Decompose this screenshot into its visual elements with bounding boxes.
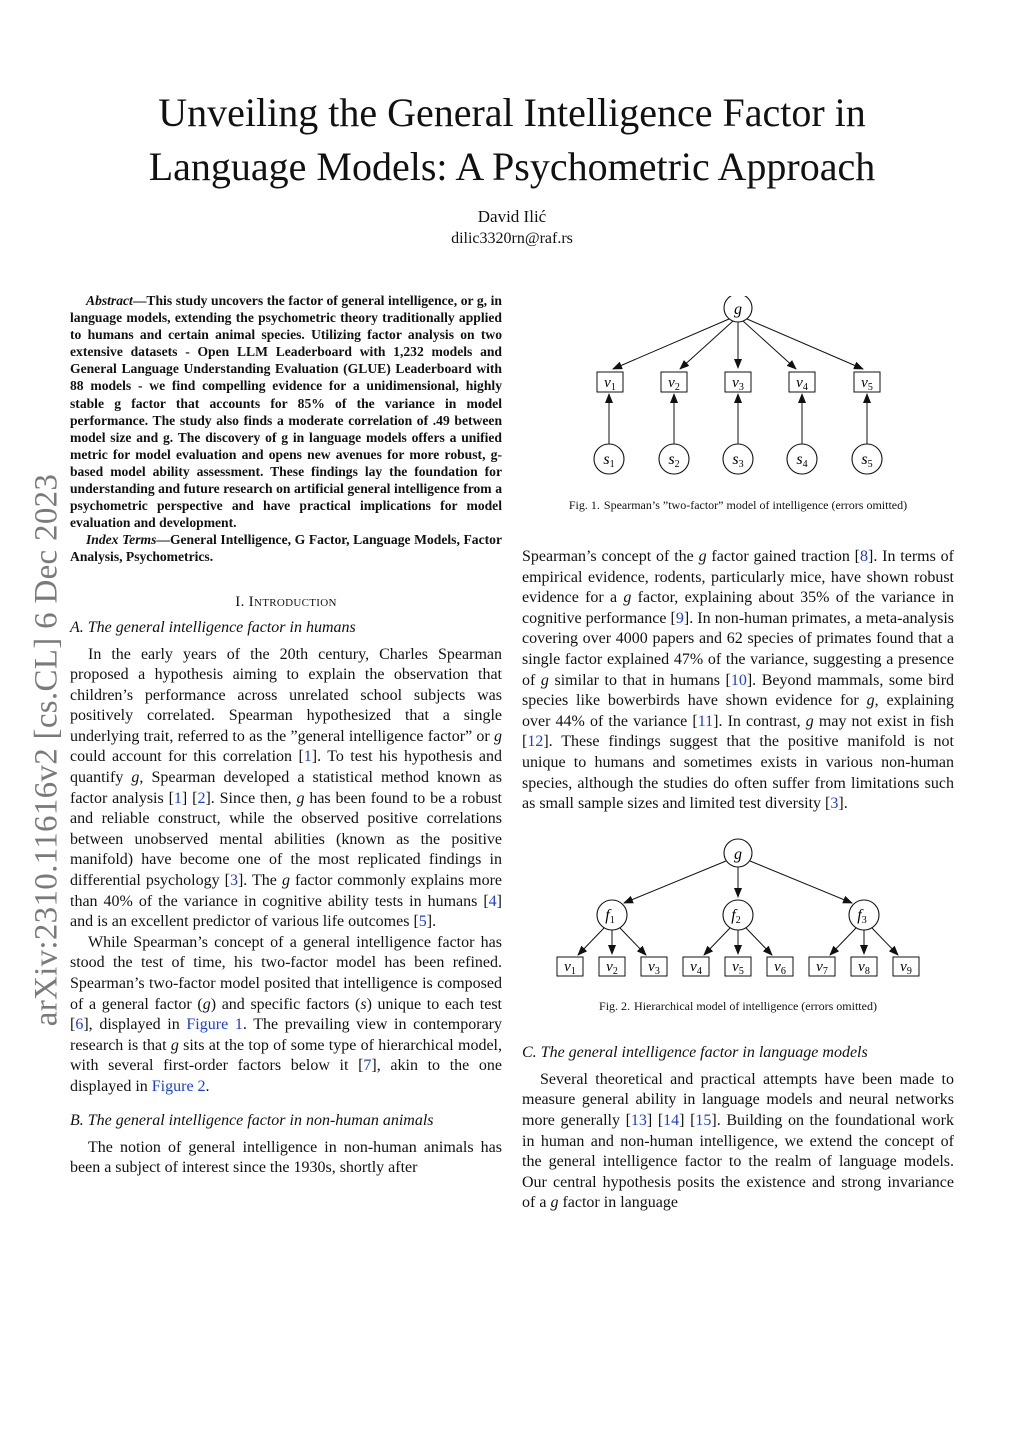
math-g: g xyxy=(296,789,305,807)
paragraph-animals-1: The notion of general intelligence in non-human animals has been a subject of interest since the 1930s, shortly after xyxy=(70,1138,502,1177)
author-email[interactable]: dilic3320rn@raf.rs xyxy=(451,230,573,247)
citation-link[interactable]: 6 xyxy=(75,1016,84,1034)
fig1-v3-letter: v xyxy=(732,375,739,391)
fig1-s1-letter: s xyxy=(603,451,610,468)
fig1-edge-g-v5 xyxy=(747,319,863,369)
text-run: ] [ xyxy=(181,789,198,807)
fig2-v3-node xyxy=(641,957,667,977)
fig1-v2-letter: v xyxy=(668,375,675,391)
fig2-v2-node xyxy=(599,957,625,977)
citation-link[interactable]: 2 xyxy=(197,789,206,807)
text-run: sits at the top of some type of hierarchical model, with several first-order factors below it [ xyxy=(70,1036,503,1075)
fig2-v1-node xyxy=(557,957,583,977)
fig2-v9-letter: v xyxy=(900,958,907,975)
fig2-v4-sub: 4 xyxy=(696,965,702,977)
fig2-v6-sub: 6 xyxy=(780,965,786,977)
fig2-f2-sub: 2 xyxy=(735,914,741,926)
fig1-s5-letter: s xyxy=(861,451,868,468)
figure-1-diagram xyxy=(522,296,954,478)
text-run: ] [ xyxy=(679,1111,696,1129)
fig1-g-label: g xyxy=(734,301,742,318)
figure-2-caption-label: Fig. 2. xyxy=(599,998,631,1013)
citation-link[interactable]: 4 xyxy=(488,892,497,910)
figure-1-caption xyxy=(522,498,954,513)
figure-1 xyxy=(522,296,954,513)
text-run: . xyxy=(205,1077,210,1095)
text-run: factor commonly explains more than 40% of the variance in cognitive ability tests in humans [ xyxy=(70,872,502,910)
math-g: g xyxy=(866,692,875,710)
citation-link[interactable]: 9 xyxy=(675,609,684,627)
text-run: , Spearman developed a statistical method known as factor analysis [ xyxy=(70,769,502,807)
text-run: ]. In non-human primates, a meta-analysis covering over 4000 papers and 62 species of primates found that a single factor explained 47% of the variance, suggesting a presence of xyxy=(522,609,954,689)
citation-link[interactable]: 13 xyxy=(630,1111,647,1129)
math-g: g xyxy=(623,589,632,607)
text-run: ]. xyxy=(838,795,848,813)
fig1-s4-node xyxy=(787,444,817,474)
fig1-v-nodes xyxy=(597,372,880,393)
fig1-v2-sub: 2 xyxy=(674,382,680,393)
citation-link[interactable]: 5 xyxy=(418,913,427,931)
fig2-edge-f3-v9 xyxy=(872,928,898,955)
paper-title xyxy=(60,86,964,194)
math-g: g xyxy=(805,712,814,730)
title-line-1: Unveiling the General Intelligence Factor in xyxy=(158,90,866,135)
citation-link[interactable]: 15 xyxy=(695,1111,712,1129)
fig2-v5-letter: v xyxy=(732,958,739,975)
citation-link[interactable]: 1 xyxy=(173,789,182,807)
fig1-v1-sub: 1 xyxy=(610,382,616,393)
fig2-edge-f2-v6 xyxy=(746,928,772,955)
text-run: , explaining over 44% of the variance [ xyxy=(522,692,954,730)
fig2-f3-sub: 3 xyxy=(861,914,867,926)
fig2-v5-sub: 5 xyxy=(738,965,744,977)
fig1-edge-g-v1 xyxy=(613,319,729,369)
fig2-f1-node xyxy=(597,900,627,930)
math-g: g xyxy=(550,1194,559,1212)
text-run: has been found to be a robust and reliable construct, while the observed positive correlations between unobserved mental abilities (known as the positive manifold) have become one of the most replicated findings in differential psychology [ xyxy=(70,789,503,890)
fig2-v8-node xyxy=(851,957,877,977)
paragraph-humans-2 xyxy=(70,933,502,1098)
fig1-g-node xyxy=(724,296,752,322)
text-run: Several theoretical and practical attempts have been made to measure general ability in language models and neural networks more generally [ xyxy=(522,1070,954,1129)
text-run: ) and specific factors ( xyxy=(210,995,361,1013)
index-terms xyxy=(70,531,502,565)
fig2-edge-g-f3 xyxy=(750,861,852,903)
fig1-v5-letter: v xyxy=(861,375,868,391)
fig2-v7-sub: 7 xyxy=(822,965,828,977)
fig1-v1-letter: v xyxy=(604,375,611,391)
abstract xyxy=(70,292,502,531)
fig1-v3-node xyxy=(725,372,751,393)
fig2-v8-sub: 8 xyxy=(864,965,870,977)
figure-1-caption-label: Fig. 1. xyxy=(568,498,600,512)
fig1-s1-node xyxy=(594,444,624,474)
math-g: g xyxy=(540,671,549,689)
fig2-f3-letter: f xyxy=(857,906,862,924)
math-g: g xyxy=(698,548,707,565)
citation-link[interactable]: 8 xyxy=(860,548,868,565)
arxiv-identifier: arXiv:2310.11616v2 [cs.CL] 6 Dec 2023 xyxy=(28,473,65,1027)
fig2-v1-sub: 1 xyxy=(570,965,576,977)
section-title-introduction: I. Introduction xyxy=(235,593,337,610)
fig2-g-node xyxy=(724,839,752,867)
fig2-v-nodes xyxy=(557,957,919,977)
text-run: ]. These findings suggest that the positive manifold is not unique to humans and sometimes exists in various non-human species, although the studies do often suffer from limitations such as small sample sizes and limited test diversity [ xyxy=(522,733,954,813)
fig2-edge-f3-v7 xyxy=(830,928,856,955)
fig1-s2-letter: s xyxy=(668,451,675,468)
fig2-g-label: g xyxy=(734,845,742,863)
figure-1-caption-text: Spearman’s ”two-factor” model of intelligence (errors omitted) xyxy=(603,498,908,512)
fig2-v4-node xyxy=(683,957,709,977)
fig1-s4-sub: 4 xyxy=(802,459,808,470)
text-run: factor gained traction [ xyxy=(706,548,860,565)
citation-link[interactable]: 7 xyxy=(363,1057,372,1075)
text-run: ]. Building on the foundational work in human and non-human intelligence, we extend the concept of the general intelligence factor to the realm of language models. Our central hypothesis posits the existence and strong invariance of a xyxy=(522,1111,955,1212)
math-g: g xyxy=(170,1036,179,1054)
text-run: ]. In terms of empirical evidence, rodents, particularly mice, have shown robust evidence for a xyxy=(522,548,954,607)
fig2-f2-node xyxy=(723,900,753,930)
fig2-v2-sub: 2 xyxy=(612,965,618,977)
fig1-s3-sub: 3 xyxy=(738,459,744,470)
fig2-v9-node xyxy=(893,957,919,977)
fig1-v4-node xyxy=(789,372,815,393)
fig2-v5-node xyxy=(725,957,751,977)
fig2-v1-letter: v xyxy=(564,958,571,975)
subsection-title-language-models: C. The general intelligence factor in language models xyxy=(522,1043,868,1061)
figure-1-link[interactable]: Figure 1 xyxy=(186,1016,243,1034)
fig2-v6-node xyxy=(767,957,793,977)
figure-2-caption-text: Hierarchical model of intelligence (errors omitted) xyxy=(634,998,877,1013)
math-g: g xyxy=(131,769,140,787)
text-run: ]. Since then, xyxy=(205,789,297,807)
math-g: g xyxy=(281,872,290,890)
paragraph-language-models-1 xyxy=(522,1070,954,1214)
fig2-v6-letter: v xyxy=(774,958,781,975)
fig1-v4-sub: 4 xyxy=(802,382,808,393)
citation-link[interactable]: 10 xyxy=(730,671,747,689)
text-run: may not exist in fish [ xyxy=(522,712,955,751)
text-run: ]. Beyond mammals, some bird species like bowerbirds have shown evidence for xyxy=(522,671,955,710)
author-name: David Ilić xyxy=(477,207,547,226)
text-run: could account for this correlation [ xyxy=(70,748,304,766)
fig1-s1-sub: 1 xyxy=(609,459,615,470)
fig2-v8-letter: v xyxy=(858,958,865,975)
citation-link[interactable]: 12 xyxy=(527,733,544,751)
fig1-v3-sub: 3 xyxy=(738,382,744,393)
fig2-f2-letter: f xyxy=(731,906,736,924)
citation-link[interactable]: 11 xyxy=(697,712,714,730)
fig2-f3-node xyxy=(849,900,879,930)
abstract-text: —This study uncovers the factor of general intelligence, or g, in language models, extending the psychometric theory traditionally applied to humans and certain animal species. Utilizing factor analysis on two extensive datasets - Open LLM Leaderboard with 1,232 models and General Language Understanding Evaluation (GLUE) Leaderboard with 88 models - we find compelling evidence for a unidimensional, highly stable g factor that accounts for 85% of the variance in model performance. The study also finds a moderate correlation of .49 between model size and g. The discovery of g in language models offers a unified metric for model evaluation and opens new avenues for more robust, g-based model ability assessment. These findings lay the foundation for understanding and future research on artificial general intelligence from a psychometric perspective and have practical implications for model evaluation and development. xyxy=(70,293,502,531)
fig2-v2-letter: v xyxy=(606,958,613,975)
citation-link[interactable]: 3 xyxy=(830,795,839,813)
fig1-v4-letter: v xyxy=(796,375,803,391)
text-run: ], akin to the one displayed in xyxy=(70,1057,502,1095)
figure-2-caption xyxy=(522,999,954,1014)
fig2-f-nodes xyxy=(597,900,879,930)
fig1-s2-sub: 2 xyxy=(674,459,680,470)
paragraph-animals-2 xyxy=(522,547,954,815)
right-column xyxy=(522,296,954,1214)
text-run: ] and is an excellent predictor of various life outcomes [ xyxy=(70,892,502,931)
fig2-v4-letter: v xyxy=(690,958,697,975)
text-run: ) unique to each test [ xyxy=(70,995,502,1034)
citation-link[interactable]: 3 xyxy=(229,872,238,890)
fig1-s5-sub: 5 xyxy=(867,459,873,470)
math-g: g xyxy=(202,995,211,1013)
fig1-s-nodes xyxy=(594,444,882,474)
fig1-v1-node xyxy=(597,372,623,393)
paragraph-humans-1 xyxy=(70,645,502,933)
left-column xyxy=(70,292,502,1179)
index-terms-text: —General Intelligence, G Factor, Language Models, Factor Analysis, Psychometrics. xyxy=(70,532,502,565)
subsection-title-animals: B. The general intelligence factor in non-human animals xyxy=(70,1111,434,1129)
citation-link[interactable]: 14 xyxy=(663,1111,680,1129)
fig2-edge-f1-v1 xyxy=(578,928,604,955)
subsection-title-humans: A. The general intelligence factor in humans xyxy=(70,618,356,636)
fig1-s2-node xyxy=(659,444,689,474)
fig1-v5-sub: 5 xyxy=(867,382,873,393)
abstract-label: Abstract xyxy=(86,293,133,308)
fig1-s3-letter: s xyxy=(732,451,739,468)
fig2-v3-sub: 3 xyxy=(654,965,660,977)
fig2-v7-letter: v xyxy=(816,958,823,975)
fig1-v5-node xyxy=(854,372,880,393)
fig2-edge-g-f1 xyxy=(624,861,726,903)
fig2-edge-f1-v3 xyxy=(620,928,646,955)
text-run: ] [ xyxy=(646,1111,664,1129)
fig2-f1-sub: 1 xyxy=(609,914,615,926)
text-run: factor in language xyxy=(558,1194,678,1212)
text-run: In the early years of the 20th century, Charles Spearman proposed a hypothesis aiming to explain the observation that children’s performance across unrelated school subjects was positively correlated. Spearman hypothesized that a single underlying trait, referred to as the ”general intelligence factor” or xyxy=(70,645,502,745)
fig2-edge-f2-v4 xyxy=(704,928,730,955)
fig1-s3-node xyxy=(723,444,753,474)
text-run: ]. xyxy=(426,913,437,931)
fig1-s4-letter: s xyxy=(796,451,803,468)
figure-2-diagram xyxy=(522,837,954,977)
figure-2 xyxy=(522,837,954,1014)
fig2-v3-letter: v xyxy=(648,958,655,975)
citation-link[interactable]: 1 xyxy=(303,748,312,766)
text-run: similar to that in humans [ xyxy=(548,671,731,689)
text-run: . The prevailing view in contemporary research is that xyxy=(70,1016,502,1054)
math-g: g xyxy=(494,727,502,745)
text-run: factor, explaining about 35% of the variance in cognitive performance [ xyxy=(522,589,955,627)
text-run: ]. To test his hypothesis and quantify xyxy=(70,748,502,787)
fig2-f1-letter: f xyxy=(605,906,610,924)
fig2-v9-sub: 9 xyxy=(906,965,912,977)
fig1-s5-node xyxy=(852,444,882,474)
title-line-2: Language Models: A Psychometric Approach xyxy=(148,144,876,189)
text-run: ], displayed in xyxy=(83,1016,187,1034)
fig1-v2-node xyxy=(661,372,687,393)
text-run: Spearman’s concept of the xyxy=(522,548,699,565)
fig2-v7-node xyxy=(809,957,835,977)
index-terms-label: Index Terms xyxy=(86,532,157,548)
math-s: s xyxy=(360,995,367,1013)
text-run: While Spearman’s concept of a general intelligence factor has stood the test of time, his two-factor model has been refined. Spearman’s two-factor model posited that intelligence is composed of a general factor ( xyxy=(70,933,502,1013)
text-run: ]. In contrast, xyxy=(713,712,806,730)
text-run: ]. The xyxy=(237,872,282,890)
figure-2-link[interactable]: Figure 2 xyxy=(151,1077,206,1095)
